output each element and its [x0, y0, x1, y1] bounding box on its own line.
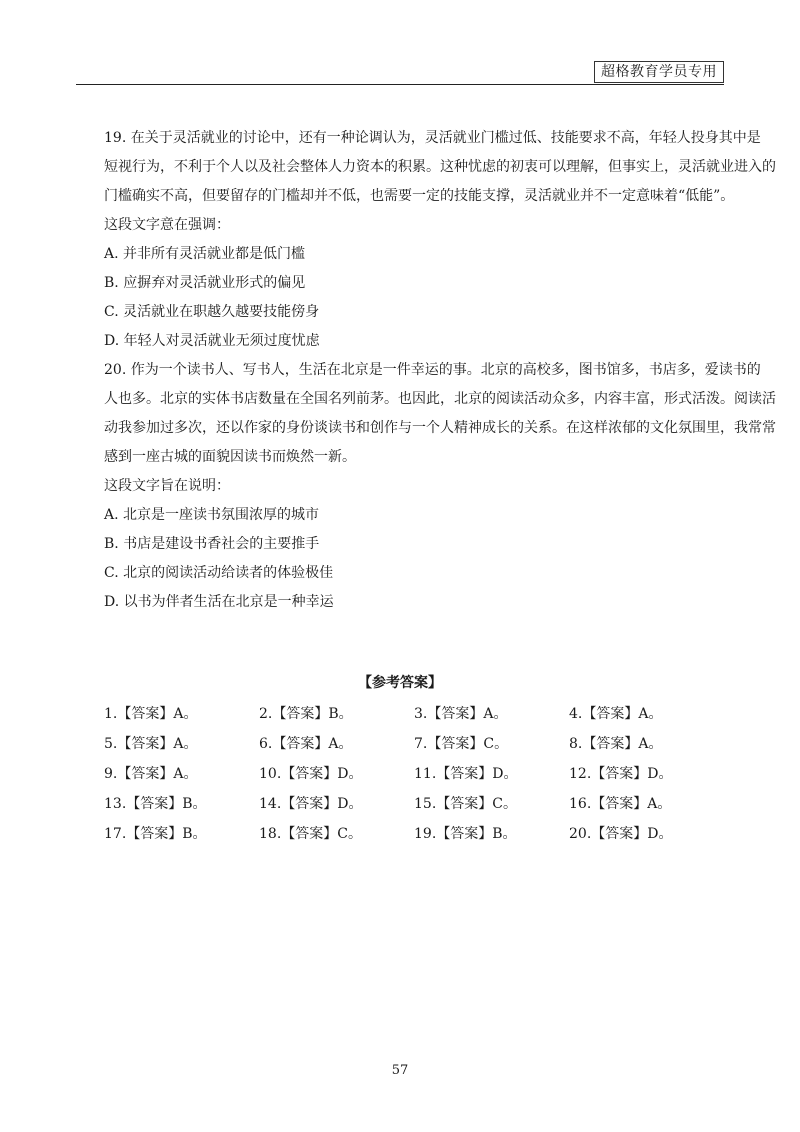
question-19-prompt: 这段文字意在强调： — [104, 217, 230, 233]
question-20-option-a: A. 北京是一座读书氛围浓厚的城市 — [104, 507, 320, 523]
answer-item: 10.【答案】D。 — [259, 766, 363, 782]
answer-item: 16.【答案】A。 — [569, 796, 672, 812]
answer-item: 9.【答案】A。 — [104, 766, 198, 782]
answer-item: 7.【答案】C。 — [414, 736, 509, 752]
answer-item: 2.【答案】B。 — [259, 706, 353, 722]
answer-item: 8.【答案】A。 — [569, 736, 663, 752]
question-19-option-b: B. 应摒弃对灵活就业形式的偏见 — [104, 275, 306, 291]
question-20 — [104, 356, 776, 617]
page-number: 57 — [391, 1063, 409, 1078]
answer-item: 19.【答案】B。 — [414, 826, 517, 842]
question-20-line-2: 人也多。北京的实体书店数量在全国名列前茅。也因此，北京的阅读活动众多，内容丰富，形式活泼。阅读活 — [104, 391, 776, 407]
question-19 — [104, 124, 776, 356]
question-19-line-1: 19. 在关于灵活就业的讨论中，还有一种论调认为，灵活就业门槛过低、技能要求不高，年轻人投身其中是 — [104, 130, 761, 146]
question-20-line-1: 20. 作为一个读书人、写书人，生活在北京是一件幸运的事。北京的高校多，图书馆多，书店多，爱读书的 — [104, 362, 761, 378]
answer-item: 17.【答案】B。 — [104, 826, 207, 842]
answers-grid — [104, 698, 704, 848]
header-badge: 超格教育学员专用 — [594, 61, 724, 83]
answer-item: 18.【答案】C。 — [259, 826, 362, 842]
answer-item: 6.【答案】A。 — [259, 736, 353, 752]
questions-section — [104, 124, 776, 617]
question-19-option-c: C. 灵活就业在职越久越要技能傍身 — [104, 304, 320, 320]
question-20-option-c: C. 北京的阅读活动给读者的体验极佳 — [104, 565, 334, 581]
question-19-option-d: D. 年轻人对灵活就业无须过度忧虑 — [104, 333, 320, 349]
header-rule — [76, 84, 724, 85]
question-19-line-3: 门槛确实不高，但要留存的门槛却并不低，也需要一定的技能支撑，灵活就业并不一定意味着“低能”。 — [104, 188, 735, 204]
answer-item: 3.【答案】A。 — [414, 706, 508, 722]
question-20-line-3: 动我参加过多次，还以作家的身份谈读书和创作与一个人精神成长的关系。在这样浓郁的文化氛围里，我常常 — [104, 420, 776, 436]
question-20-option-b: B. 书店是建设书香社会的主要推手 — [104, 536, 320, 552]
question-20-line-4: 感到一座古城的面貌因读书而焕然一新。 — [104, 449, 356, 465]
answer-item: 11.【答案】D。 — [414, 766, 518, 782]
answers-title: 【参考答案】 — [358, 675, 442, 691]
question-19-option-a: A. 并非所有灵活就业都是低门槛 — [104, 246, 306, 262]
answer-item: 1.【答案】A。 — [104, 706, 198, 722]
answer-item: 5.【答案】A。 — [104, 736, 198, 752]
answer-item: 13.【答案】B。 — [104, 796, 207, 812]
question-20-prompt: 这段文字旨在说明： — [104, 478, 230, 494]
question-19-line-2: 短视行为，不利于个人以及社会整体人力资本的积累。这种忧虑的初衷可以理解，但事实上，灵活就业进入的 — [104, 159, 776, 175]
answer-item: 14.【答案】D。 — [259, 796, 363, 812]
answer-item: 12.【答案】D。 — [569, 766, 673, 782]
answer-item: 4.【答案】A。 — [569, 706, 663, 722]
question-20-option-d: D. 以书为伴者生活在北京是一种幸运 — [104, 594, 334, 610]
answer-item: 20.【答案】D。 — [569, 826, 673, 842]
answer-item: 15.【答案】C。 — [414, 796, 517, 812]
